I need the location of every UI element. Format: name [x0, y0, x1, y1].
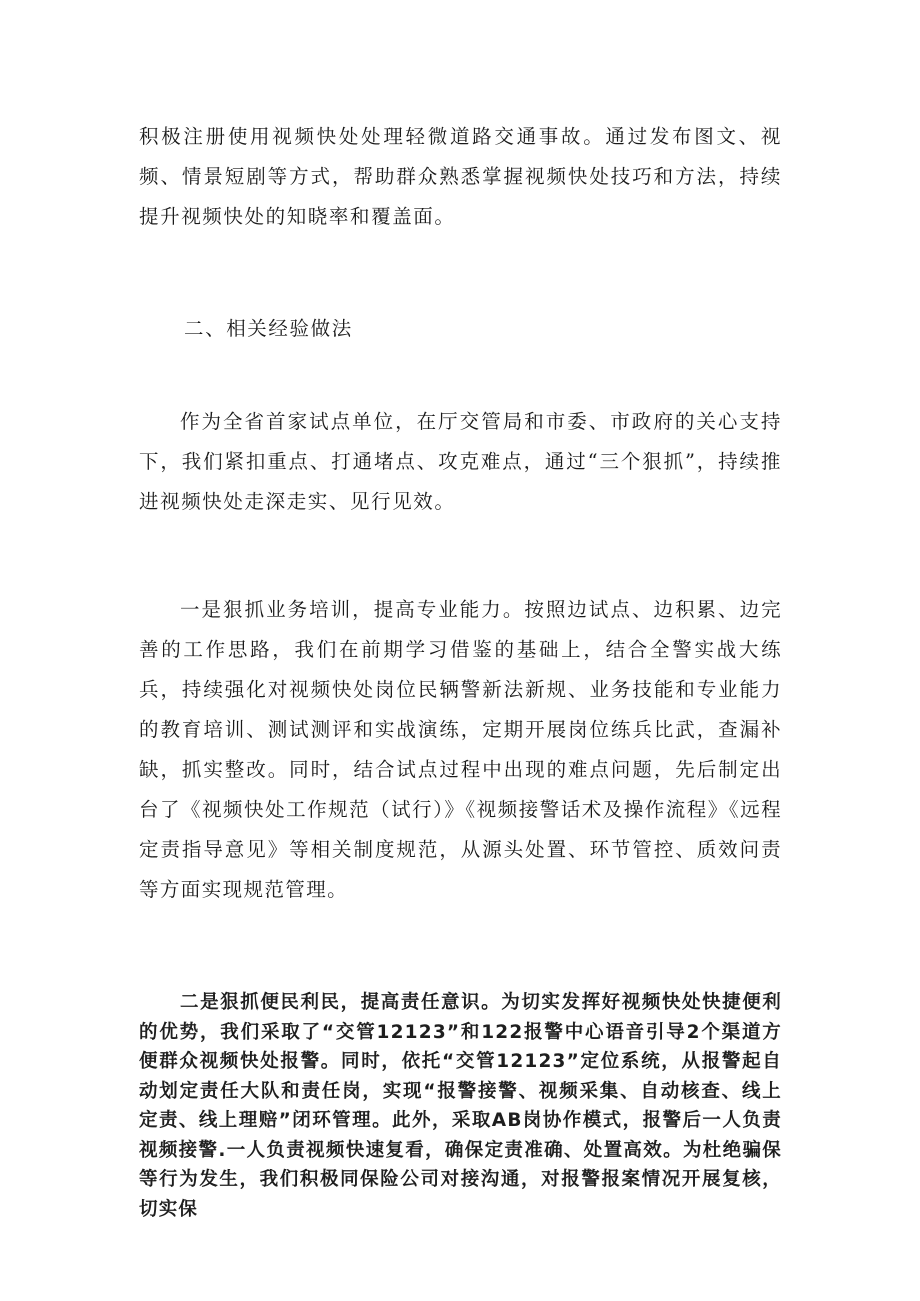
paragraph-intro: 作为全省首家试点单位，在厅交管局和市委、市政府的关心支持下，我们紧扣重点、打通堵点、攻克难点，通过“三个狠抓”，持续推进视频快处走深走实、见行见效。 — [139, 410, 782, 513]
section-heading: 二、相关经验做法 — [184, 317, 353, 340]
paragraph-publicity: 积极注册使用视频快处处理轻微道路交通事故。通过发布图文、视频、情景短剧等方式，帮助群众熟悉掌握视频快处技巧和方法，持续提升视频快处的知晓率和覆盖面。 — [139, 125, 782, 228]
paragraph-convenience: 二是狠抓便民利民，提高责任意识。为切实发挥好视频快处快捷便利的优势，我们采取了“交管12123”和122报警中心语音引导2个渠道方便群众视频快处报警。同时，依托“交管12123”定位系统，从报警起自动划定责任大队和责任岗，实现“报警接警、视频采集、自动核查、线上定责、线上理赔”闭环管理。此外，采取AB岗协作模式，报警后一人负责视频接警.一人负责视频快速复看，确保定责准确、处置高效。为杜绝骗保等行为发生，我们积极同保险公司对接沟通，对报警报案情况开展复核，切实保 — [139, 992, 782, 1220]
paragraph-training: 一是狠抓业务培训，提高专业能力。按照边试点、边积累、边完善的工作思路，我们在前期学习借鉴的基础上，结合全警实战大练兵，持续强化对视频快处岗位民辆警新法新规、业务技能和专业能力的教育培训、测试测评和实战演练，定期开展岗位练兵比武，查漏补缺，抓实整改。同时，结合试点过程中出现的难点问题，先后制定出台了《视频快处工作规范（试行）》《视频接警话术及操作流程》《远程定责指导意见》等相关制度规范，从源头处置、环节管控、质效问责等方面实现规范管理。 — [139, 598, 782, 901]
